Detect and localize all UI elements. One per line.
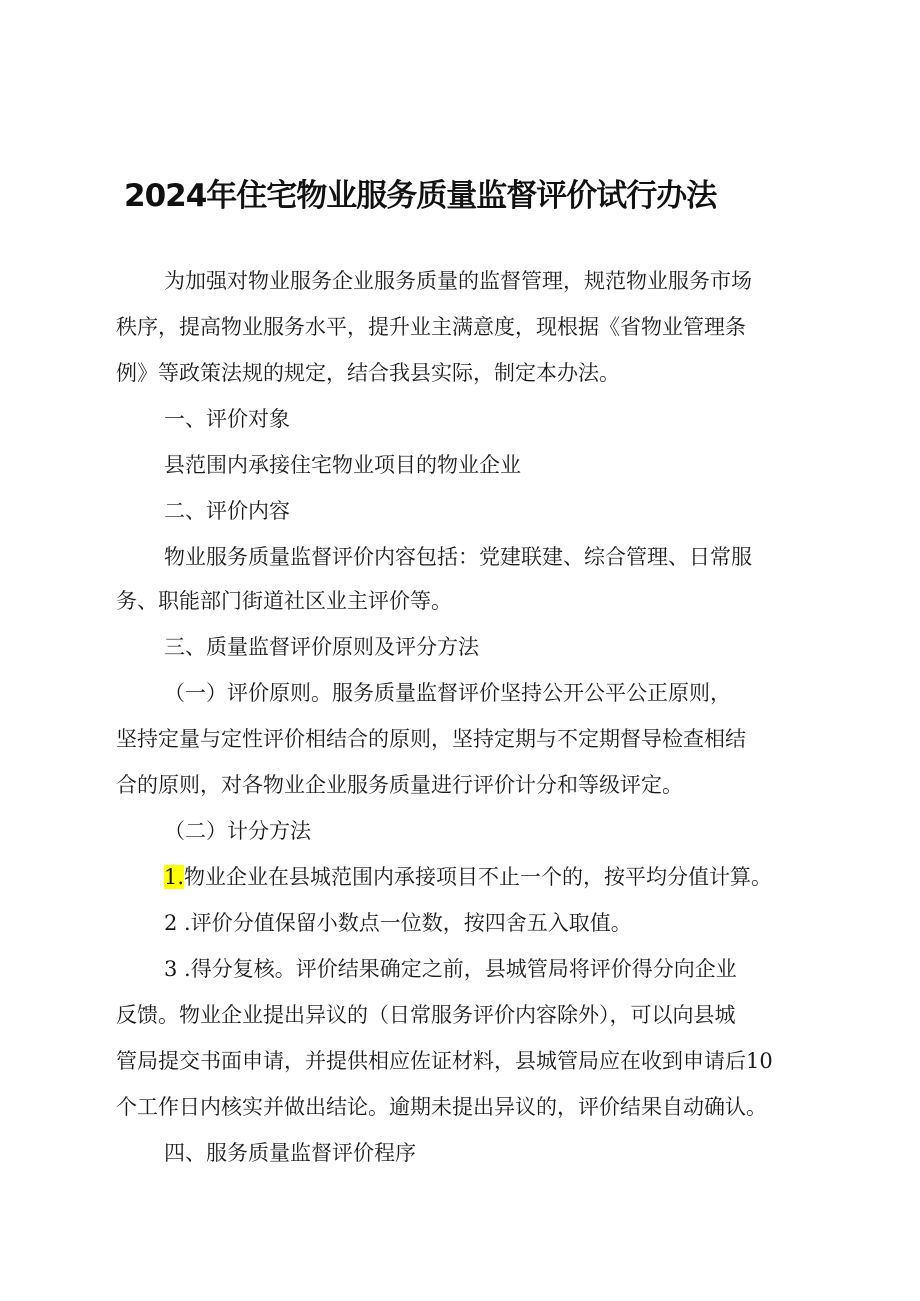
section-heading-evaluation-content: 二、评价内容 [164,499,290,523]
subheading-scoring-method: （二）计分方法 [164,819,311,843]
principle-line-3: 合的原则，对各物业企业服务质量进行评价计分和等级评定。 [116,773,683,797]
section-body-evaluation-content-2: 务、职能部门街道社区业主评价等。 [116,589,452,613]
section-heading-evaluation-target: 一、评价对象 [164,407,290,431]
highlighted-item-number: 1. [164,865,185,889]
scoring-item-3-line-2: 反馈。物业企业提出异议的（日常服务评价内容除外），可以向县城 [116,1003,736,1027]
scoring-item-3-line-4: 个工作日内核实并做出结论。逾期未提出异议的，评价结果自动确认。 [116,1095,767,1119]
section-heading-evaluation-procedure: 四、服务质量监督评价程序 [164,1141,416,1165]
scoring-item-3-line-3: 管局提交书面申请，并提供相应佐证材料，县城管局应在收到申请后10 [116,1049,773,1073]
section-heading-principles-scoring: 三、质量监督评价原则及评分方法 [164,635,479,659]
intro-line-2: 秩序，提高物业服务水平，提升业主满意度，现根据《省物业管理条 [116,315,746,339]
intro-line-1: 为加强对物业服务企业服务质量的监督管理，规范物业服务市场 [164,269,752,293]
document-title: 2024年住宅物业服务质量监督评价试行办法 [124,178,717,214]
section-body-evaluation-target: 县范围内承接住宅物业项目的物业企业 [164,453,521,477]
intro-line-3: 例》等政策法规的规定，结合我县实际，制定本办法。 [116,361,620,385]
section-body-evaluation-content-1: 物业服务质量监督评价内容包括：党建联建、综合管理、日常服 [164,545,752,569]
principle-line-2: 坚持定量与定性评价相结合的原则，坚持定期与不定期督导检查相结 [116,727,746,751]
scoring-item-1-text: 物业企业在县城范围内承接项目不止一个的，按平均分值计算。 [184,865,773,889]
scoring-item-3-line-1: 3 .得分复核。评价结果确定之前，县城管局将评价得分向企业 [164,957,737,981]
principle-line-1: （一）评价原则。服务质量监督评价坚持公开公平公正原则， [164,681,731,705]
scoring-item-1 [164,862,772,892]
scoring-item-2: 2 .评价分值保留小数点一位数，按四舍五入取值。 [164,911,632,935]
